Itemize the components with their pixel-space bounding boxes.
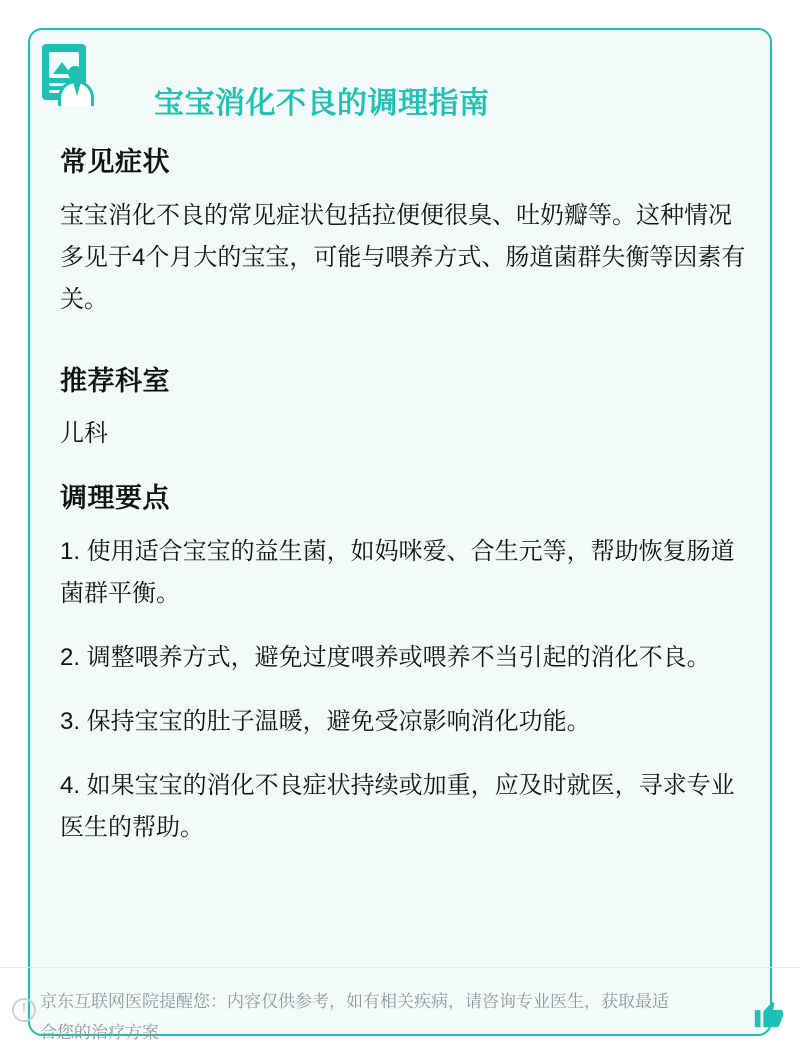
document-person-icon: [42, 44, 98, 110]
department-value: 儿科: [60, 420, 108, 447]
info-circle-icon: [12, 998, 36, 1022]
disclaimer-text: 京东互联网医院提醒您：内容仅供参考，如有相关疾病，请咨询专业医生，获取最适合您的治疗方案: [40, 992, 669, 1042]
list-item: 1. 使用适合宝宝的益生菌，如妈咪爱、合生元等，帮助恢复肠道菌群平衡。: [60, 538, 735, 607]
section-heading-department: 推荐科室: [60, 366, 170, 396]
section-heading-symptoms: 常见症状: [60, 147, 170, 177]
tips-list: [60, 531, 748, 849]
page-title: 宝宝消化不良的调理指南: [154, 87, 490, 120]
list-item: 2. 调整喂养方式，避免过度喂养或喂养不当引起的消化不良。: [60, 644, 711, 671]
footer-disclaimer-bar: [0, 967, 800, 1064]
section-heading-tips: 调理要点: [60, 483, 170, 513]
list-item: 3. 保持宝宝的肚子温暖，避免受凉影响消化功能。: [60, 708, 591, 735]
person-head-shape: [68, 66, 82, 80]
thumbs-up-icon[interactable]: [752, 996, 786, 1030]
article-body: [60, 140, 748, 871]
article-card: [28, 28, 772, 1036]
spacer: [60, 331, 748, 359]
person-tie-shape: [73, 82, 81, 96]
list-item: 4. 如果宝宝的消化不良症状持续或加重，应及时就医，寻求专业医生的帮助。: [60, 772, 735, 841]
symptoms-paragraph: 宝宝消化不良的常见症状包括拉便便很臭、吐奶瓣等。这种情况多见于4个月大的宝宝，可能与喂养方式、肠道菌群失衡等因素有关。: [60, 202, 746, 313]
